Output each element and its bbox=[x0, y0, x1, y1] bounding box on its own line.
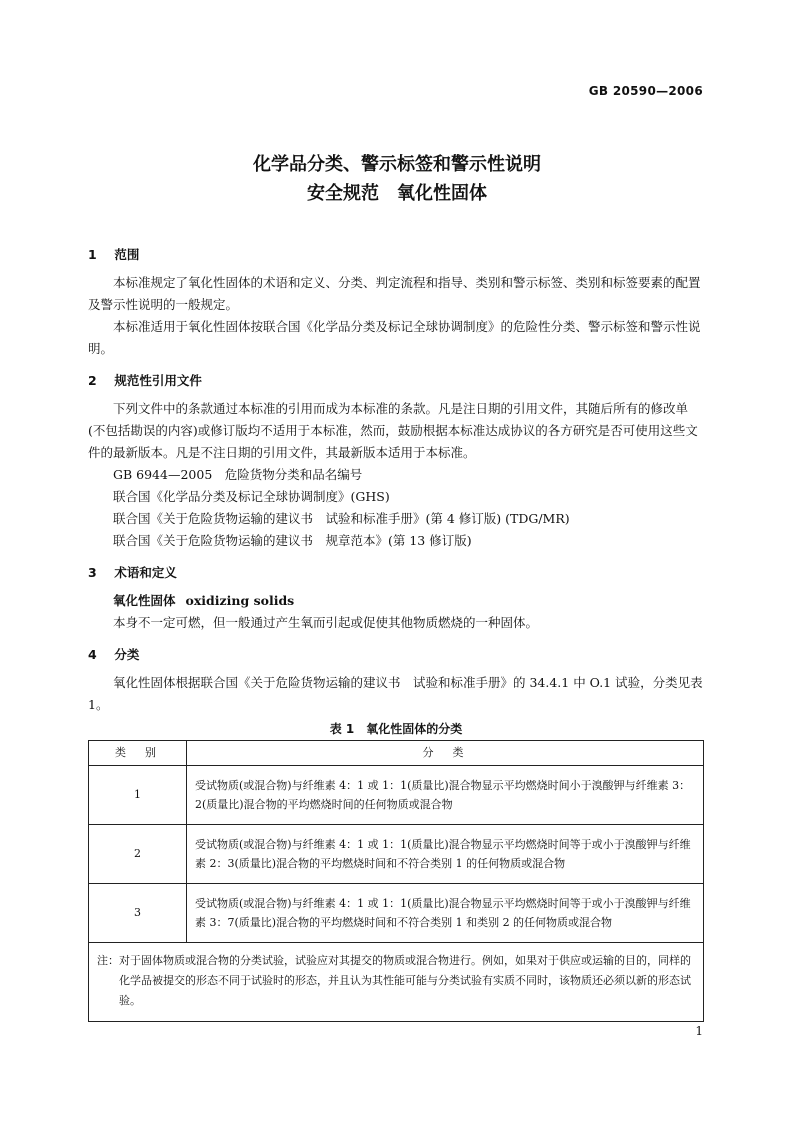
references-intro: 下列文件中的条款通过本标准的引用而成为本标准的条款。凡是注日期的引用文件，其随后所有的修改单(不包括勘误的内容)或修订版均不适用于本标准，然而，鼓励根据本标准达成协议的各方研究是否可使用这些文件的最新版本。凡是不注日期的引用文件，其最新版本适用于本标准。 bbox=[88, 401, 698, 460]
classification-table bbox=[88, 740, 704, 1022]
title-line-1: 化学品分类、警示标签和警示性说明 bbox=[253, 154, 541, 175]
reference-item: 联合国《关于危险货物运输的建议书 规章范本》(第 13 修订版) bbox=[113, 533, 472, 548]
section-title: 范围 bbox=[114, 247, 140, 262]
standard-number: GB 20590—2006 bbox=[588, 84, 703, 98]
term-chinese: 氧化性固体 bbox=[113, 593, 176, 608]
term-entry bbox=[88, 590, 704, 612]
document-title bbox=[0, 150, 794, 208]
description-cell: 受试物质(或混合物)与纤维素 4：1 或 1：1(质量比)混合物显示平均燃烧时间等于或小于溴酸钾与纤维素 3：7(质量比)混合物的平均燃烧时间和不符合类别 1 和类别 2 的任何物质或混合物 bbox=[187, 884, 704, 943]
section-heading-normative-references bbox=[88, 370, 704, 392]
column-header-classification: 分 类 bbox=[187, 741, 704, 766]
table-caption: 表 1 氧化性固体的分类 bbox=[329, 722, 463, 736]
reference-item: GB 6944—2005 危险货物分类和品名编号 bbox=[113, 467, 363, 482]
page-number: 1 bbox=[695, 1024, 703, 1038]
document-body bbox=[88, 244, 704, 1022]
description-cell: 受试物质(或混合物)与纤维素 4：1 或 1：1(质量比)混合物显示平均燃烧时间小于溴酸钾与纤维素 3：2(质量比)混合物的平均燃烧时间的任何物质或混合物 bbox=[187, 766, 704, 825]
section-number: 2 bbox=[88, 373, 97, 388]
section-number: 3 bbox=[88, 565, 97, 580]
classification-paragraph: 氧化性固体根据联合国《关于危险货物运输的建议书 试验和标准手册》的 34.4.1 中 O.1 试验，分类见表 1。 bbox=[88, 675, 703, 712]
section-title: 规范性引用文件 bbox=[114, 373, 202, 388]
description-cell: 受试物质(或混合物)与纤维素 4：1 或 1：1(质量比)混合物显示平均燃烧时间等于或小于溴酸钾与纤维素 2：3(质量比)混合物的平均燃烧时间和不符合类别 1 的任何物质或混合物 bbox=[187, 825, 704, 884]
section-title: 术语和定义 bbox=[114, 565, 177, 580]
table-row bbox=[89, 825, 704, 884]
section-title: 分类 bbox=[114, 647, 140, 662]
section-number: 1 bbox=[88, 247, 97, 262]
term-english: oxidizing solids bbox=[185, 593, 295, 608]
table-note: 注：对于固体物质或混合物的分类试验，试验应对其提交的物质或混合物进行。例如，如果对于供应或运输的目的，同样的化学品被提交的形态不同于试验时的形态，并且认为其性能可能与分类试验有实质不同时，该物质还必须以新的形态试验。 bbox=[89, 943, 704, 1022]
category-cell: 1 bbox=[89, 766, 187, 825]
scope-paragraph-1: 本标准规定了氧化性固体的术语和定义、分类、判定流程和指导、类别和警示标签、类别和标签要素的配置及警示性说明的一般规定。 bbox=[88, 275, 701, 312]
table-note-row bbox=[89, 943, 704, 1022]
title-line-2: 安全规范 氧化性固体 bbox=[307, 183, 487, 204]
reference-item: 联合国《化学品分类及标记全球协调制度》(GHS) bbox=[113, 489, 390, 504]
section-heading-classification bbox=[88, 644, 704, 666]
reference-item: 联合国《关于危险货物运输的建议书 试验和标准手册》(第 4 修订版) (TDG/MR) bbox=[113, 511, 570, 526]
table-row bbox=[89, 766, 704, 825]
term-definition: 本身不一定可燃，但一般通过产生氧而引起或促使其他物质燃烧的一种固体。 bbox=[113, 615, 539, 630]
category-cell: 3 bbox=[89, 884, 187, 943]
table-row bbox=[89, 884, 704, 943]
section-heading-scope bbox=[88, 244, 704, 266]
column-header-category: 类 别 bbox=[89, 741, 187, 766]
section-heading-terms bbox=[88, 562, 704, 584]
section-number: 4 bbox=[88, 647, 97, 662]
scope-paragraph-2: 本标准适用于氧化性固体按联合国《化学品分类及标记全球协调制度》的危险性分类、警示标签和警示性说明。 bbox=[88, 319, 701, 356]
category-cell: 2 bbox=[89, 825, 187, 884]
table-header-row bbox=[89, 741, 704, 766]
